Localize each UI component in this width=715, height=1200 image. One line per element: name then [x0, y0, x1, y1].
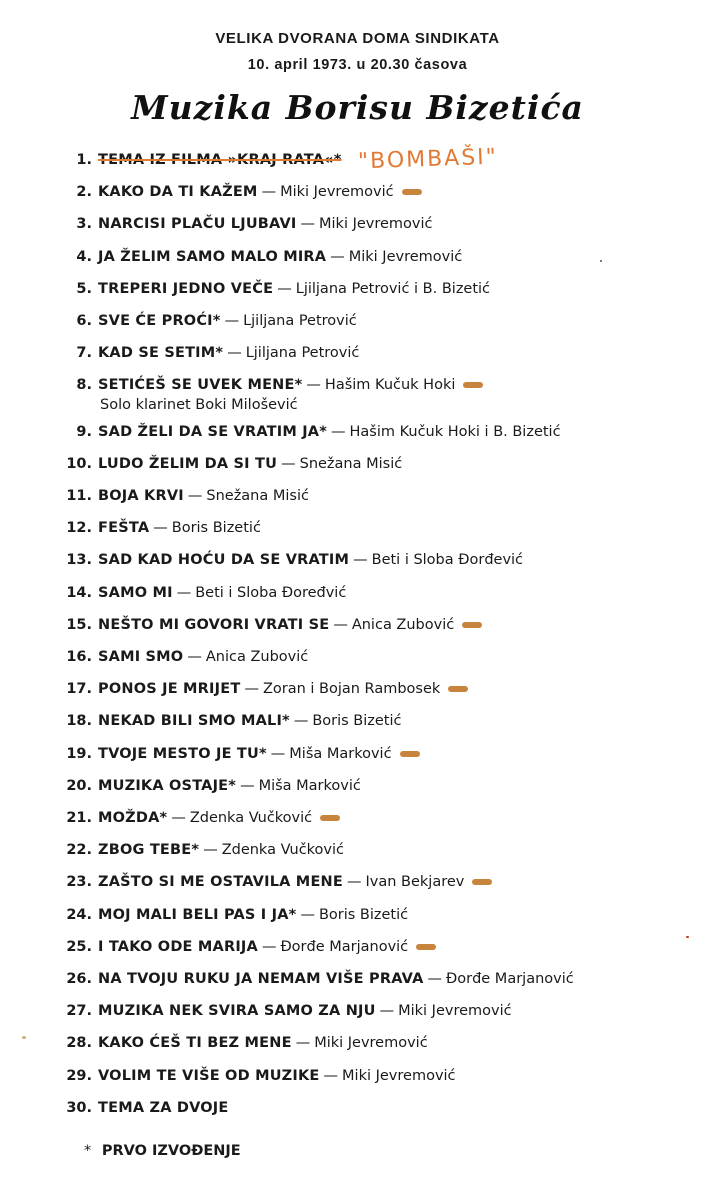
separator-dash: —: [379, 1003, 395, 1020]
song-artist: Ljiljana Petrović: [243, 313, 357, 329]
song-artist: Miki Jevremović: [314, 1035, 428, 1052]
song-row: [60, 840, 344, 860]
separator-dash: —: [293, 713, 309, 730]
song-title: MOŽDA*: [98, 810, 168, 826]
song-artist: Hašim Kučuk Hoki: [324, 377, 456, 394]
song-artist: Miša Marković: [258, 777, 361, 794]
song-number: 29.: [66, 1067, 92, 1084]
song-row: [60, 182, 422, 202]
song-artist: Miki Jevremović: [348, 248, 463, 265]
separator-dash: —: [270, 745, 286, 762]
song-row: [60, 454, 402, 474]
marker-dash: [462, 622, 482, 628]
song-number: 27.: [66, 1003, 92, 1020]
marker-dash: [416, 944, 436, 950]
song-number: 4.: [76, 248, 92, 265]
song-row: [60, 808, 340, 828]
song-row: [60, 311, 357, 331]
separator-dash: —: [277, 280, 292, 297]
song-title: SAMI SMO: [98, 649, 184, 665]
song-title: KAD SE SETIM*: [98, 345, 224, 362]
song-number: 26.: [66, 971, 92, 987]
song-title: KAKO DA TI KAŽEM: [98, 184, 258, 201]
marker-dash: [400, 751, 420, 757]
song-title: SAD KAD HOĆU DA SE VRATIM: [98, 552, 350, 569]
separator-dash: —: [187, 488, 203, 504]
song-title: ZAŠTO SI ME OSTAVILA MENE: [98, 874, 343, 891]
marker-dash: [472, 879, 492, 885]
song-title: TEMA IZ FILMA »KRAJ RATA«*: [98, 152, 342, 168]
song-row: [60, 150, 342, 170]
song-title: LUDO ŽELIM DA SI TU: [98, 455, 278, 472]
separator-dash: —: [261, 938, 277, 955]
song-number: 28.: [66, 1035, 92, 1052]
marker-dash: [463, 382, 483, 388]
song-row: [60, 776, 361, 796]
song-number: 19.: [66, 745, 92, 762]
marker-dash: [448, 686, 468, 692]
marker-dash: [402, 189, 422, 195]
song-artist: Ivan Bekjarev: [365, 874, 465, 891]
song-number: 9.: [76, 423, 92, 440]
song-number: 5.: [76, 280, 92, 297]
song-number: 25.: [66, 938, 92, 955]
song-title: SETIĆEŠ SE UVEK MENE*: [98, 377, 303, 394]
separator-dash: —: [330, 248, 345, 265]
song-number: 15.: [66, 616, 92, 633]
song-number: 21.: [66, 810, 92, 826]
song-title: VOLIM TE VIŠE OD MUZIKE: [98, 1067, 320, 1084]
song-row: [60, 647, 308, 667]
song-number: 30.: [66, 1099, 92, 1116]
song-number: 17.: [66, 681, 92, 698]
separator-dash: —: [171, 810, 186, 826]
song-number: 2.: [76, 184, 92, 201]
song-title: MUZIKA NEK SVIRA SAMO ZA NJU: [98, 1003, 376, 1020]
song-row: [60, 1033, 428, 1053]
separator-dash: —: [353, 552, 368, 569]
song-number: 1.: [76, 152, 92, 168]
footnote-text: PRVO IZVOĐENJE: [101, 1143, 241, 1159]
song-title: BOJA KRVI: [98, 488, 184, 504]
song-artist: Ljiljana Petrović i B. Bizetić: [295, 280, 491, 297]
song-number: 6.: [76, 313, 92, 329]
song-note: Solo klarinet Boki Milošević: [100, 397, 298, 414]
song-row: [60, 247, 462, 267]
song-title: MUZIKA OSTAJE*: [98, 777, 237, 794]
separator-dash: —: [306, 377, 321, 394]
song-row: [60, 905, 408, 925]
separator-dash: —: [347, 874, 362, 891]
song-number: 7.: [76, 345, 92, 362]
ink-speck: [686, 936, 689, 938]
song-row: [60, 550, 523, 570]
song-title: PONOS JE MRIJET: [98, 681, 241, 698]
song-artist: Miša Marković: [289, 745, 392, 762]
program-title: Muzika Borisu Bizetića: [131, 88, 584, 127]
separator-dash: —: [427, 971, 442, 987]
ink-speck: [22, 1036, 26, 1039]
separator-dash: —: [203, 842, 218, 859]
separator-dash: —: [227, 345, 242, 362]
song-row: [60, 422, 561, 442]
song-title: NA TVOJU RUKU JA NEMAM VIŠE PRAVA: [98, 971, 424, 987]
separator-dash: —: [187, 649, 202, 665]
song-artist: Hašim Kučuk Hoki i B. Bizetić: [349, 423, 561, 440]
song-artist: Zdenka Vučković: [221, 842, 345, 859]
song-artist: Anica Zubović: [205, 649, 309, 665]
separator-dash: —: [295, 1035, 311, 1052]
song-number: 10.: [66, 455, 92, 472]
song-number: 24.: [66, 906, 92, 923]
song-artist: Miki Jevremović: [319, 216, 433, 233]
separator-dash: —: [240, 777, 255, 794]
song-row: [60, 375, 483, 395]
song-row: [60, 214, 433, 234]
separator-dash: —: [300, 906, 315, 923]
song-row: [60, 679, 468, 699]
song-artist: Boris Bizetić: [312, 713, 402, 730]
song-number: 14.: [66, 584, 92, 601]
song-artist: Miki Jevremović: [342, 1067, 456, 1084]
song-row: [60, 486, 309, 506]
song-title: KAKO ĆEŠ TI BEZ MENE: [98, 1035, 292, 1052]
song-number: 18.: [66, 713, 92, 730]
song-artist: Boris Bizetić: [171, 520, 261, 537]
song-title: NEŠTO MI GOVORI VRATI SE: [98, 616, 330, 633]
song-number: 20.: [66, 777, 92, 794]
song-row: [60, 1066, 456, 1086]
separator-dash: —: [323, 1067, 339, 1084]
ink-speck: [600, 260, 602, 262]
song-artist: Zdenka Vučković: [189, 810, 313, 826]
song-number: 12.: [66, 520, 92, 537]
footnote: [84, 1143, 241, 1159]
song-number: 13.: [66, 552, 92, 569]
song-artist: Đorđe Marjanović: [446, 971, 574, 987]
song-number: 3.: [76, 216, 92, 233]
song-row: [60, 615, 482, 635]
song-title: TEMA ZA DVOJE: [98, 1099, 229, 1116]
song-number: 11.: [66, 488, 92, 504]
song-title: NEKAD BILI SMO MALI*: [98, 713, 290, 730]
song-row: [60, 872, 492, 892]
song-row: [60, 1001, 512, 1021]
song-artist: Miki Jevremović: [280, 184, 394, 201]
separator-dash: —: [244, 681, 259, 698]
separator-dash: —: [281, 455, 296, 472]
song-row: [60, 1098, 229, 1118]
song-number: 16.: [66, 649, 92, 665]
song-row: [60, 279, 490, 299]
marker-dash: [320, 815, 340, 821]
separator-dash: —: [224, 313, 240, 329]
song-title: ZBOG TEBE*: [98, 842, 200, 859]
song-row: [60, 583, 346, 603]
event-date: 10. april 1973. u 20.30 časova: [247, 57, 468, 73]
song-artist: Anica Zubović: [351, 616, 455, 633]
song-title: JA ŽELIM SAMO MALO MIRA: [98, 248, 327, 265]
song-row: [60, 343, 359, 363]
song-number: 8.: [76, 377, 92, 394]
separator-dash: —: [153, 520, 168, 537]
song-title: FEŠTA: [98, 520, 150, 537]
song-artist: Beti i Sloba Đoređvić: [195, 584, 347, 601]
song-artist: Beti i Sloba Đorđević: [371, 552, 524, 569]
song-artist: Boris Bizetić: [318, 906, 409, 923]
song-row: [60, 744, 420, 764]
song-title: SAD ŽELI DA SE VRATIM JA*: [98, 423, 327, 440]
song-artist: Zoran i Bojan Rambosek: [262, 681, 441, 698]
song-title: SVE ĆE PROĆI*: [98, 313, 221, 329]
song-artist: Snežana Misić: [206, 488, 309, 504]
song-title: TREPERI JEDNO VEČE: [98, 280, 274, 297]
song-row: [60, 937, 436, 957]
separator-dash: —: [333, 616, 348, 633]
handwritten-note: "BOMBAŠI": [357, 144, 499, 175]
song-row: [60, 969, 574, 989]
song-title: MOJ MALI BELI PAS I JA*: [98, 906, 297, 923]
song-row: [60, 518, 261, 538]
separator-dash: —: [300, 216, 316, 233]
song-artist: Miki Jevremović: [398, 1003, 512, 1020]
separator-dash: —: [176, 584, 192, 601]
song-title: TVOJE MESTO JE TU*: [98, 745, 267, 762]
song-row: [60, 711, 402, 731]
venue-heading: VELIKA DVORANA DOMA SINDIKATA: [215, 30, 500, 47]
song-artist: Đorđe Marjanović: [280, 938, 409, 955]
song-artist: Ljiljana Petrović: [245, 345, 360, 362]
song-number: 22.: [66, 842, 92, 859]
song-title: NARCISI PLAČU LJUBAVI: [98, 216, 297, 233]
song-title: SAMO MI: [98, 584, 173, 601]
separator-dash: —: [261, 184, 277, 201]
song-title: I TAKO ODE MARIJA: [98, 938, 258, 955]
song-number: 23.: [66, 874, 92, 891]
song-artist: Snežana Misić: [299, 455, 403, 472]
footnote-symbol: *: [84, 1143, 92, 1159]
separator-dash: —: [331, 423, 346, 440]
